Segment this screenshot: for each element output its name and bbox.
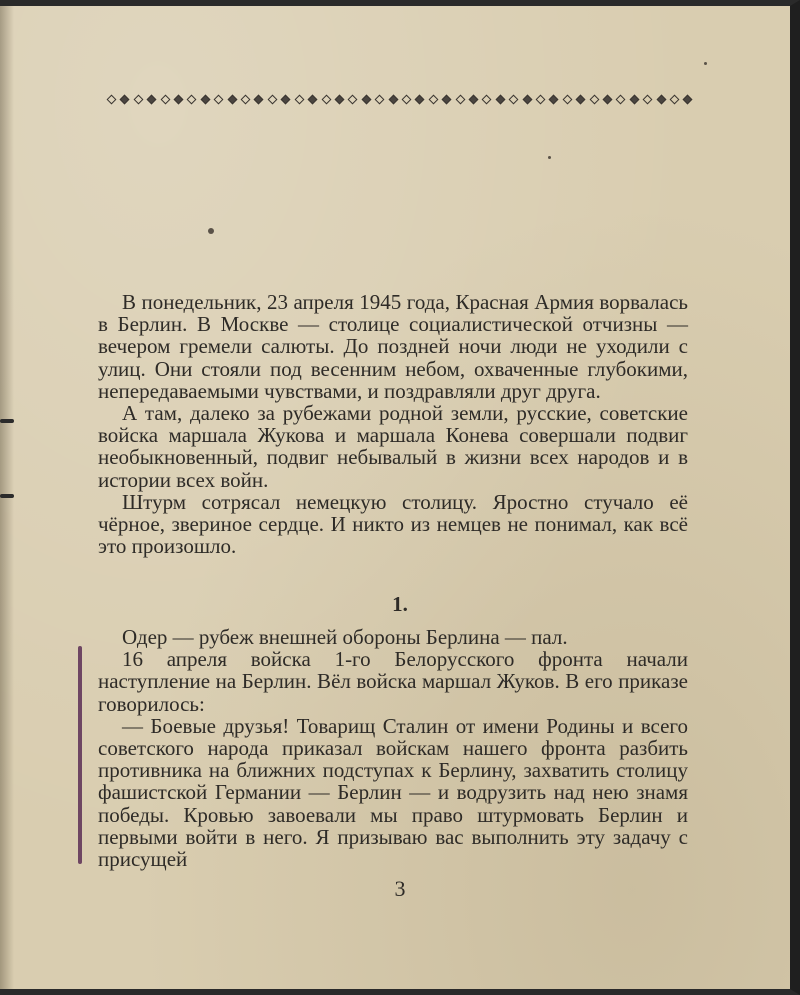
ornament-diamond bbox=[361, 94, 371, 104]
ornament-diamond bbox=[375, 94, 385, 104]
ornament-diamond bbox=[267, 94, 277, 104]
body-text-intro bbox=[98, 291, 688, 557]
ornament-diamond bbox=[147, 94, 157, 104]
ornament-diamond bbox=[522, 94, 532, 104]
ornament-diamond bbox=[656, 94, 666, 104]
paragraph: Одер — рубеж внешней обороны Берлина — пал. bbox=[122, 625, 568, 649]
ornament-diamond bbox=[536, 94, 546, 104]
paragraph: Штурм сотрясал немецкую столицу. Яростно стучало её чёрное, звериное сердце. И никто из немцев не понимал, как всё это произошло. bbox=[98, 489, 688, 559]
ornament-diamond bbox=[120, 94, 130, 104]
binding-stitch bbox=[0, 419, 14, 423]
ornament-diamond bbox=[442, 94, 452, 104]
ornament-diamond bbox=[629, 94, 639, 104]
ornament-diamond bbox=[214, 94, 224, 104]
paragraph: — Боевые друзья! Товарищ Сталин от имени Родины и всего советского народа приказал войскам нашего фронта разбить противника на ближних подступах к Берлину, захватить столицу фашистской Германии — Берлин — и водрузить над нею знамя победы. Кровью завоевали мы право штурмовать Берлин и первыми войти в него. Я призываю вас выполнить эту задачу с присущей bbox=[98, 713, 688, 872]
ornament-diamond bbox=[227, 94, 237, 104]
ornament-diamond bbox=[428, 94, 438, 104]
ornament-diamond bbox=[334, 94, 344, 104]
ornament-diamond bbox=[576, 94, 586, 104]
ornament-diamond bbox=[643, 94, 653, 104]
ornament-diamond bbox=[133, 94, 143, 104]
section-number: 1. bbox=[392, 592, 408, 616]
binding-stitch bbox=[0, 494, 14, 498]
ornament-diamond bbox=[241, 94, 251, 104]
ornament-diamond bbox=[549, 94, 559, 104]
ornament-diamond bbox=[562, 94, 572, 104]
margin-pencil-mark bbox=[78, 646, 82, 864]
ornament-diamond bbox=[495, 94, 505, 104]
paper-speck bbox=[704, 62, 707, 65]
paragraph: 16 апреля войска 1-го Белорусского фронта начали наступление на Берлин. Вёл войска маршал Жуков. В его приказе говорилось: bbox=[98, 647, 688, 716]
page-number: 3 bbox=[394, 876, 406, 901]
ornament-diamond bbox=[348, 94, 358, 104]
ornament-diamond bbox=[160, 94, 170, 104]
ornament-diamond bbox=[683, 94, 693, 104]
ornament-diamond bbox=[616, 94, 626, 104]
ornament-diamond bbox=[603, 94, 613, 104]
ornament-diamond bbox=[254, 94, 264, 104]
ornament-diamond bbox=[455, 94, 465, 104]
ornament-diamond bbox=[670, 94, 680, 104]
ornament-diamond bbox=[281, 94, 291, 104]
ornament-diamond bbox=[589, 94, 599, 104]
decorative-border bbox=[108, 92, 692, 106]
ornament-diamond bbox=[469, 94, 479, 104]
ornament-diamond bbox=[174, 94, 184, 104]
ornament-diamond bbox=[415, 94, 425, 104]
ornament-diamond bbox=[107, 94, 117, 104]
paper-speck bbox=[208, 228, 214, 234]
ornament-diamond bbox=[294, 94, 304, 104]
body-text-section-1 bbox=[98, 626, 688, 870]
ornament-diamond bbox=[321, 94, 331, 104]
paper-speck bbox=[548, 156, 551, 159]
paragraph: А там, далеко за рубежами родной земли, русские, советские войска маршала Жукова и маршала Конева совершали подвиг необыкновенный, подвиг небывалый в жизни всех народов и в истории всех войн. bbox=[98, 401, 688, 492]
ornament-diamond bbox=[308, 94, 318, 104]
ornament-diamond bbox=[509, 94, 519, 104]
ornament-diamond bbox=[388, 94, 398, 104]
paragraph: В понедельник, 23 апреля 1945 года, Красная Армия ворвалась в Берлин. В Москве — столице социалистической отчизны — вечером гремели салюты. До поздней ночи люди не уходили с улиц. Они стояли под весенним небом, охваченные глубокими, непередаваемыми чувствами, и поздравляли друг друга. bbox=[98, 290, 688, 403]
ornament-diamond bbox=[401, 94, 411, 104]
ornament-diamond bbox=[482, 94, 492, 104]
ornament-diamond bbox=[187, 94, 197, 104]
ornament-diamond bbox=[200, 94, 210, 104]
